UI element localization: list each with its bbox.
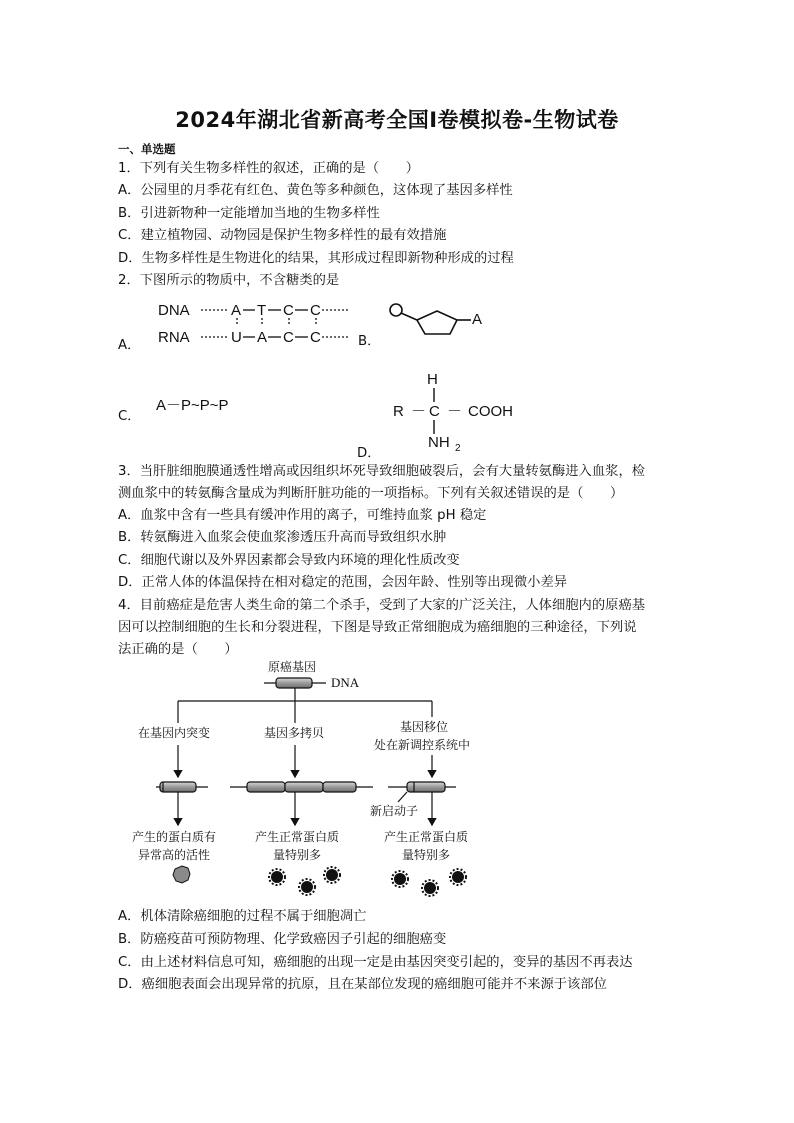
top-gene-label: 原癌基因 [268, 660, 317, 674]
q2-label-d: D． [357, 446, 381, 461]
dna-base: C [310, 302, 321, 319]
q4-option-d: D．癌细胞表面会出现异常的抗原，且在某部位发现的癌细胞可能并不来源于该部位 [118, 977, 607, 992]
cooh-group: COOH [468, 403, 513, 420]
path3-label-line1: 基因移位 [400, 720, 449, 734]
q2-label-c: C． [118, 409, 141, 424]
h-atom: H [427, 371, 438, 388]
q3-option-a: A．血浆中含有一些具有缓冲作用的离子，可维持血浆 pH 稳定 [118, 508, 487, 523]
oncogene-pathways-figure [118, 655, 488, 900]
subscript-2: 2 [455, 443, 461, 454]
amino-acid-figure [385, 366, 535, 456]
q4-stem-line3: 法正确的是（ ） [118, 642, 238, 657]
result2-line1: 产生正常蛋白质 [255, 830, 340, 844]
q3-option-d: D．正常人体的体温保持在相对稳定的范围，会因年龄、性别等出现微小差异 [118, 575, 568, 590]
q4-option-c: C．由上述材料信息可知，癌细胞的出现一定是由基因突变引起的，变异的基因不再表达 [118, 955, 633, 970]
q3-option-c: C．细胞代谢以及外界因素都会导致内环境的理化性质改变 [118, 553, 460, 568]
q4-stem-line2: 因可以控制细胞的生长和分裂进程，下图是导致正常细胞成为癌细胞的三种途径，下列说 [118, 620, 637, 635]
rna-base: U [231, 329, 242, 346]
dna-base: A [231, 302, 242, 319]
rna-base: C [310, 329, 321, 346]
dna-rna-figure [155, 295, 365, 351]
dash: － [411, 403, 427, 420]
path2-label: 基因多拷贝 [264, 726, 325, 740]
atp-formula: A－P~P~P [156, 397, 229, 414]
q4-option-a: A．机体清除癌细胞的过程不属于细胞凋亡 [118, 909, 367, 924]
dna-base: C [283, 302, 294, 319]
rna-base: C [283, 329, 294, 346]
rna-base: A [257, 329, 268, 346]
q2-label-a: A． [118, 338, 141, 353]
c-atom: C [429, 403, 440, 420]
result2-line2: 量特别多 [273, 848, 322, 862]
result1-line1: 产生的蛋白质有 [132, 830, 217, 844]
page-title: 2024年湖北省新高考全国I卷模拟卷-生物试卷 [175, 108, 619, 132]
path3-label-line2: 处在新调控系统中 [374, 738, 471, 752]
dna-label: DNA [158, 302, 190, 319]
q3-stem-line2: 测血浆中的转氨酶含量成为判断肝脏功能的一项指标。下列有关叙述错误的是（ ） [118, 486, 624, 501]
q1-option-d: D．生物多样性是生物进化的结果，其形成过程即新物种形成的过程 [118, 251, 514, 266]
result3-line1: 产生正常蛋白质 [384, 830, 469, 844]
q1-option-c: C．建立植物园、动物园是保护生物多样性的最有效措施 [118, 228, 447, 243]
q3-option-b: B．转氨酶进入血浆会使血浆渗透压升高而导致组织水肿 [118, 530, 447, 545]
nh2-group: NH [428, 434, 450, 451]
q4-stem-line1: 4．目前癌症是危害人类生命的第二个杀手，受到了大家的广泛关注，人体细胞内的原癌基 [118, 598, 646, 613]
atp-figure [150, 392, 270, 416]
section-heading: 一、单选题 [118, 142, 176, 156]
q1-option-b: B．引进新物种一定能增加当地的生物多样性 [118, 206, 380, 221]
q4-option-b: B．防癌疫苗可预防物理、化学致癌因子引起的细胞癌变 [118, 932, 447, 947]
dna-label: DNA [331, 675, 360, 690]
abnormal-protein-icon [173, 866, 190, 883]
path1-label: 在基因内突变 [138, 726, 211, 740]
phosphate-circle [390, 304, 402, 316]
base-label: A [472, 311, 483, 328]
dash: － [447, 403, 463, 420]
result1-line2: 异常高的活性 [138, 848, 211, 862]
result3-line2: 量特别多 [402, 848, 451, 862]
ribose-ring [417, 311, 457, 334]
promoter-label: 新启动子 [370, 804, 419, 818]
nucleoside-figure [385, 296, 495, 344]
q2-stem: 2．下图所示的物质中，不含糖类的是 [118, 273, 340, 288]
q3-stem-line1: 3．当肝脏细胞膜通透性增高或因组织坏死导致细胞破裂后，会有大量转氨酶进入血浆，检 [118, 464, 646, 479]
dna-base: T [257, 302, 267, 319]
q2-label-b: B． [358, 334, 381, 349]
rna-label: RNA [158, 329, 190, 346]
q1-option-a: A．公园里的月季花有红色、黄色等多种颜色，这体现了基因多样性 [118, 183, 513, 198]
q1-stem: 1．下列有关生物多样性的叙述，正确的是（ ） [118, 161, 419, 176]
r-group: R [393, 403, 404, 420]
